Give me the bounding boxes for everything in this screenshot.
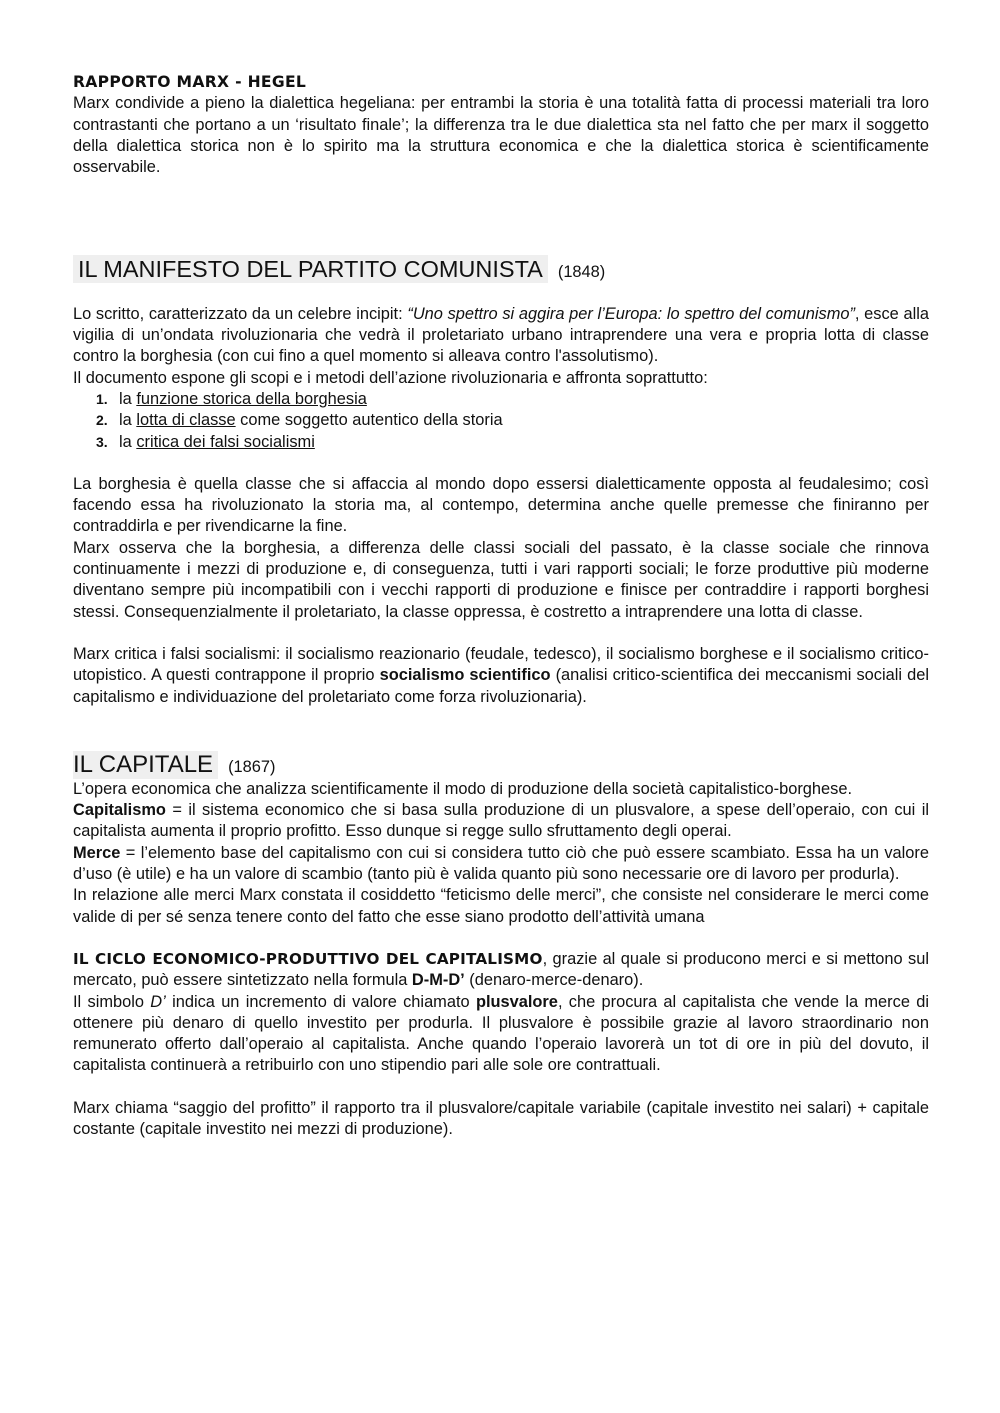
bold-term: socialismo scientifico	[379, 666, 551, 685]
underlined-term: lotta di classe	[136, 411, 236, 430]
text-span: la	[119, 411, 137, 430]
list-number: 2.	[96, 412, 108, 429]
year-manifesto: (1848)	[557, 263, 606, 282]
subsection-title-ciclo: IL CICLO ECONOMICO-PRODUTTIVO DEL CAPITALISMO	[73, 949, 543, 968]
numbered-list	[73, 389, 929, 453]
document-page	[73, 72, 929, 1140]
list-text	[119, 410, 503, 431]
definition-capitalismo	[73, 800, 929, 843]
list-number: 1.	[96, 390, 108, 407]
text-span: , esce alla vigilia di un’ondata rivoluzionaria che vedrà il proletariato urbano intraprendere una vera e propria lotta di classe contro la borghesia (con cui fino a quel momento si alleava contro l'assolutismo).	[73, 304, 929, 366]
section-capitale	[73, 751, 929, 1140]
text-span: Marx critica i falsi socialismi: il socialismo reazionario (feudale, tedesco), il socialismo borghese e il socialismo critico-utopistico. A questi contrappone il proprio	[73, 644, 929, 685]
text-span: = l’elemento base del capitalismo con cui si considera tutto ciò che può essere scambiato. Essa ha un valore d’uso (è utile) e ha un valore di scambio (tanto più è valida quanto più sono necessarie ore di lavoro per produrla).	[73, 843, 929, 884]
text-span: indica un incremento di valore chiamato	[165, 992, 476, 1011]
text-span: la	[119, 389, 137, 408]
underlined-term: critica dei falsi socialismi	[136, 432, 315, 451]
paragraph-capitale-intro: L’opera economica che analizza scientificamente il modo di produzione della società capitalistico-borghese.	[73, 779, 853, 798]
formula: D-M-D’	[411, 971, 465, 990]
text-span: (analisi critico-scientifica dei meccanismi sociali del capitalismo e individuazione del proletariato come forza rivoluzionaria).	[73, 666, 929, 706]
paragraph-saggio-profitto: Marx chiama “saggio del profitto” il rapporto tra il plusvalore/capitale variabile (capitale investito nei salari) + capitale costante (capitale investito nei mezzi di produzione).	[73, 1098, 929, 1138]
paragraph-plusvalore	[73, 992, 929, 1077]
section-title-marx-hegel: RAPPORTO MARX - HEGEL	[73, 73, 307, 91]
bold-term: Merce	[73, 843, 121, 862]
paragraph-feticismo: In relazione alle merci Marx constata il cosiddetto “feticismo delle merci”, che consiste nel considerare le merci come valide di per sé senza tenere conto del fatto che esse siano prodotto dell’attività umana	[73, 886, 929, 926]
text-span: Lo scritto, caratterizzato da un celebre incipit:	[73, 304, 408, 323]
heading-manifesto	[73, 255, 929, 283]
text-span: , che procura al capitalista che vende la merce di ottenere più denaro di quello investito per produrla. Il plusvalore è possibile grazie al lavoro straordinario non remunerato offerto dall’operaio al capitalista. Anche quando l’operaio lavorerà un tot di ore in più del dovuto, il capitalista continuerà a retribuirlo con uno stipendio pari alle sole ore contrattuali.	[73, 992, 929, 1075]
text-span: Il simbolo	[73, 992, 151, 1011]
paragraph-manifesto-intro	[73, 304, 929, 368]
definition-merce	[73, 843, 929, 886]
bold-term: plusvalore	[475, 992, 558, 1011]
underlined-term: funzione storica della borghesia	[136, 389, 367, 408]
list-text	[119, 389, 367, 410]
list-number: 3.	[96, 433, 108, 450]
paragraph-borghesia: La borghesia è quella classe che si affaccia al mondo dopo essersi dialetticamente opposta al feudalesimo; così facendo essa ha rivoluzionato la storia ma, al contempo, determina anche quelle premesse che finiranno per contraddirla e per rivendicarne la fine.	[73, 474, 929, 536]
paragraph-marx-hegel: Marx condivide a pieno la dialettica hegeliana: per entrambi la storia è una totalità fatta di processi materiali tra loro contrastanti che portano a un ‘risultato finale’; la differenza tra le due dialettica sta nel fatto che per marx il soggetto della dialettica storica non è lo spirito ma la struttura economica e che la dialettica storica è scientificamente osservabile.	[73, 94, 929, 177]
heading-capitale	[73, 751, 929, 779]
paragraph-falsi-socialismi	[73, 644, 929, 708]
list-text	[119, 432, 315, 453]
paragraph-ciclo	[73, 949, 929, 992]
text-span: , grazie al quale si producono merci e si mettono sul mercato, può essere sintetizzato nella formula	[73, 949, 929, 990]
incipit-quote: “Uno spettro si aggira per l’Europa: lo spettro del comunismo”	[407, 304, 855, 323]
symbol: D’	[150, 992, 166, 1011]
section-manifesto	[73, 255, 929, 707]
paragraph-manifesto-topics: Il documento espone gli scopi e i metodi dell’azione rivoluzionaria e affronta soprattutto:	[73, 368, 708, 387]
section-title-manifesto: IL MANIFESTO DEL PARTITO COMUNISTA	[73, 255, 548, 283]
text-span: = il sistema economico che si basa sulla produzione di un plusvalore, a spese dell’operaio, con cui il capitalista aumenta il proprio profitto. Esso dunque si regge sullo sfruttamento degli operai.	[73, 801, 929, 841]
text-span: (denaro-merce-denaro).	[464, 971, 644, 990]
list-item	[96, 410, 929, 431]
section-title-capitale: IL CAPITALE	[73, 751, 218, 779]
list-item	[96, 432, 929, 453]
paragraph-borghesia-2: Marx osserva che la borghesia, a differenza delle classi sociali del passato, è la classe sociale che rinnova continuamente i mezzi di produzione e, di conseguenza, tutti i vari rapporti sociali; le forze produttive più moderne diventano sempre più incompatibili con i vecchi rapporti di produzione e finisce per contraddire i rapporti borghesi stessi. Consequenzialmente il proletariato, la classe oppressa, è costretto a intraprendere una lotta di classe.	[73, 538, 929, 621]
bold-term: Capitalismo	[73, 801, 166, 820]
text-span: come soggetto autentico della storia	[235, 411, 503, 430]
year-capitale: (1867)	[228, 757, 276, 776]
list-item	[96, 389, 929, 410]
text-span: la	[119, 432, 137, 451]
section-marx-hegel	[73, 72, 929, 178]
